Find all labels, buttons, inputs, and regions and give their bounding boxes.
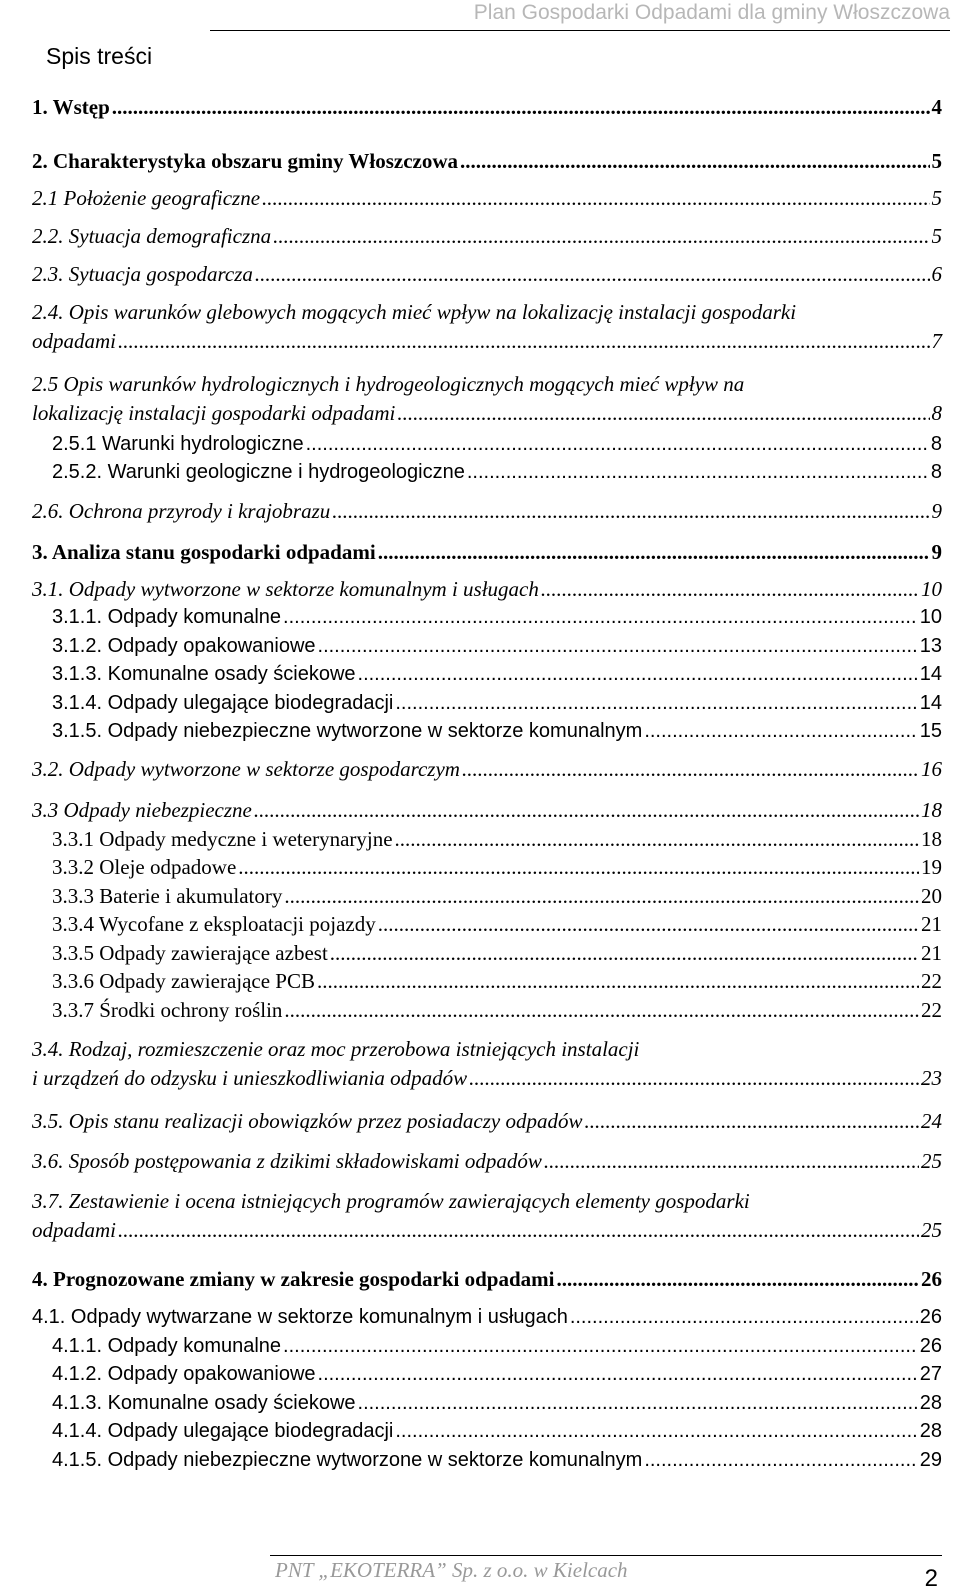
toc-entry[interactable] xyxy=(32,1147,942,1176)
toc-entry[interactable] xyxy=(32,1265,942,1294)
toc-entry-page: 28 xyxy=(919,1392,942,1414)
toc-entry-page: 13 xyxy=(919,635,942,657)
toc-entry-page: 16 xyxy=(921,757,942,781)
toc-entry-page: 10 xyxy=(919,606,942,628)
toc-entry[interactable] xyxy=(52,825,942,854)
toc-entry-page: 5 xyxy=(931,224,942,248)
toc-entry-page: 8 xyxy=(930,461,942,483)
toc-entry-text: 4.1.2. Odpady opakowaniowe xyxy=(52,1363,316,1385)
toc-entry-text: 4.1.4. Odpady ulegające biodegradacji xyxy=(52,1420,394,1442)
toc-entry[interactable] xyxy=(32,1303,942,1332)
toc-entry-text-line1: 3.7. Zestawienie i ocena istniejących programów zawierających elementy gospodarki xyxy=(32,1189,750,1213)
toc-entry-text: 3.3.1 Odpady medyczne i weterynaryjne xyxy=(52,827,393,851)
toc-entry[interactable] xyxy=(52,717,942,746)
toc-entry-page: 19 xyxy=(921,855,942,879)
toc-entry-text: 3.3.4 Wycofane z eksploatacji pojazdy xyxy=(52,912,376,936)
toc-entry-page: 8 xyxy=(930,433,942,455)
toc-entry-page: 20 xyxy=(921,884,942,908)
toc-entry-text-line1: 3.4. Rodzaj, rozmieszczenie oraz moc przerobowa istniejących instalacji xyxy=(32,1037,640,1061)
toc-entry-text: 3.3.3 Baterie i akumulatory xyxy=(52,884,283,908)
toc-entry-page: 6 xyxy=(931,262,942,286)
toc-entry[interactable] xyxy=(32,1187,942,1245)
toc-entry[interactable] xyxy=(32,370,942,428)
toc-entry-page: 27 xyxy=(919,1363,942,1385)
toc-entry-page: 4 xyxy=(931,95,942,119)
toc-entry[interactable] xyxy=(52,689,942,718)
toc-entry[interactable] xyxy=(52,853,942,882)
footer-divider xyxy=(270,1555,942,1556)
toc-entry[interactable] xyxy=(32,147,942,176)
toc-entry[interactable] xyxy=(52,1360,942,1389)
toc-entry-text: 3.3 Odpady niebezpieczne xyxy=(32,798,252,822)
toc-entry-text: 3.1.3. Komunalne osady ściekowe xyxy=(52,663,356,685)
toc-entry-page: 5 xyxy=(931,186,942,210)
toc-entry[interactable] xyxy=(52,1332,942,1361)
toc-entry-page: 22 xyxy=(921,998,942,1022)
toc-entry-text: 4.1. Odpady wytwarzane w sektorze komunalnym i usługach xyxy=(32,1306,568,1328)
toc-entry[interactable] xyxy=(32,298,942,356)
toc-entry[interactable] xyxy=(32,260,942,289)
toc-entry-text: 3.3.2 Oleje odpadowe xyxy=(52,855,237,879)
toc-entry-text-line1: 2.4. Opis warunków glebowych mogących mieć wpływ na lokalizację instalacji gospodarki xyxy=(32,300,797,324)
toc-entry[interactable] xyxy=(32,184,942,213)
toc-entry-text: 3.1.5. Odpady niebezpieczne wytworzone w sektorze komunalnym xyxy=(52,720,643,742)
toc-entry-text: 3.6. Sposób postępowania z dzikimi składowiskami odpadów xyxy=(32,1149,542,1173)
toc-entry-page: 14 xyxy=(919,692,942,714)
toc-entry-page: 7 xyxy=(931,329,942,353)
toc-entry-text: 4.1.3. Komunalne osady ściekowe xyxy=(52,1392,356,1414)
toc-entry-text: 3.1. Odpady wytworzone w sektorze komunalnym i usługach xyxy=(32,577,539,601)
toc-entry[interactable] xyxy=(32,755,942,784)
toc-entry[interactable] xyxy=(32,538,942,567)
toc-entry[interactable] xyxy=(32,1035,942,1093)
toc-entry[interactable] xyxy=(32,222,942,251)
toc-entry-page: 5 xyxy=(931,149,942,173)
toc-entry-page: 26 xyxy=(919,1306,942,1328)
toc-entry-text: i urządzeń do odzysku i unieszkodliwiania odpadów xyxy=(32,1066,468,1090)
toc-entry-page: 9 xyxy=(931,499,942,523)
toc-entry-page: 15 xyxy=(919,720,942,742)
toc-entry-text: lokalizację instalacji gospodarki odpadami xyxy=(32,401,396,425)
toc-entry[interactable] xyxy=(52,996,942,1025)
toc-entry-text: 4.1.5. Odpady niebezpieczne wytworzone w sektorze komunalnym xyxy=(52,1449,643,1471)
toc-entry[interactable] xyxy=(52,1389,942,1418)
toc-entry[interactable] xyxy=(52,603,942,632)
toc-entry-text: 1. Wstęp xyxy=(32,95,110,119)
toc-entry-text: 3.1.1. Odpady komunalne xyxy=(52,606,282,628)
toc-entry-text: odpadami xyxy=(32,1218,116,1242)
toc-entry-text: 3.3.5 Odpady zawierające azbest xyxy=(52,941,328,965)
toc-entry-page: 18 xyxy=(921,827,942,851)
toc-entry[interactable] xyxy=(32,796,942,825)
toc-entry[interactable] xyxy=(32,1107,942,1136)
toc-entry-page: 26 xyxy=(921,1267,942,1291)
toc-entry-page: 10 xyxy=(921,577,942,601)
toc-entry-page: 25 xyxy=(921,1218,942,1242)
toc-entry-text: 3.1.4. Odpady ulegające biodegradacji xyxy=(52,692,394,714)
toc-entry-page: 28 xyxy=(919,1420,942,1442)
toc-entry-text: 2.5.1 Warunki hydrologiczne xyxy=(52,433,304,455)
toc-entry-text: 3.1.2. Odpady opakowaniowe xyxy=(52,635,316,657)
toc-title: Spis treści xyxy=(46,43,153,69)
toc-entry-page: 21 xyxy=(921,912,942,936)
toc-entry-text: 3.3.7 Środki ochrony roślin xyxy=(52,998,283,1022)
toc-entry-text-line1: 2.5 Opis warunków hydrologicznych i hydrogeologicznych mogących mieć wpływ na xyxy=(32,372,745,396)
toc-entry[interactable] xyxy=(52,458,942,487)
toc-entry-text: 2.2. Sytuacja demograficzna xyxy=(32,224,272,248)
toc-entry[interactable] xyxy=(52,632,942,661)
toc-entry[interactable] xyxy=(52,882,942,911)
toc-entry-page: 18 xyxy=(921,798,942,822)
toc-entry-text: 3.5. Opis stanu realizacji obowiązków przez posiadaczy odpadów xyxy=(32,1109,583,1133)
toc-entry-text: 2. Charakterystyka obszaru gminy Włoszczowa xyxy=(32,149,459,173)
toc-entry[interactable] xyxy=(52,430,942,459)
toc-entry-page: 22 xyxy=(921,969,942,993)
toc-entry[interactable] xyxy=(32,93,942,122)
toc-entry[interactable] xyxy=(32,575,942,604)
page-number: 2 xyxy=(924,1565,938,1592)
toc-entry-text: 3.3.6 Odpady zawierające PCB xyxy=(52,969,316,993)
header-title: Plan Gospodarki Odpadami dla gminy Włoszczowa xyxy=(473,1,950,24)
toc-entry-text: 4.1.1. Odpady komunalne xyxy=(52,1335,282,1357)
footer-company: PNT „EKOTERRA” Sp. z o.o. w Kielcach xyxy=(275,1558,628,1582)
toc-entry[interactable] xyxy=(52,939,942,968)
toc-entry[interactable] xyxy=(52,910,942,939)
toc-entry[interactable] xyxy=(52,660,942,689)
toc-entry[interactable] xyxy=(32,497,942,526)
toc-entry-text: 4. Prognozowane zmiany w zakresie gospodarki odpadami xyxy=(32,1267,555,1291)
toc-entry-page: 26 xyxy=(919,1335,942,1357)
toc-entry-text: 3. Analiza stanu gospodarki odpadami xyxy=(32,540,376,564)
toc-entry[interactable] xyxy=(52,1417,942,1446)
toc-entry-page: 25 xyxy=(921,1149,942,1173)
toc-entry-page: 14 xyxy=(919,663,942,685)
toc-entry-page: 9 xyxy=(931,540,942,564)
toc-entry-page: 24 xyxy=(921,1109,942,1133)
toc-entry-text: odpadami xyxy=(32,329,116,353)
toc-entry-text: 2.1 Położenie geograficzne xyxy=(32,186,261,210)
toc-entry[interactable] xyxy=(52,967,942,996)
toc-entry-text: 2.5.2. Warunki geologiczne i hydrogeologiczne xyxy=(52,461,465,483)
toc-entry-page: 8 xyxy=(931,401,942,425)
toc-entry-text: 2.3. Sytuacja gospodarcza xyxy=(32,262,253,286)
toc-entry-page: 23 xyxy=(921,1066,942,1090)
toc-entry[interactable] xyxy=(52,1446,942,1475)
toc-entry-page: 29 xyxy=(919,1449,942,1471)
toc-entry-text: 2.6. Ochrona przyrody i krajobrazu xyxy=(32,499,331,523)
toc-entry-text: 3.2. Odpady wytworzone w sektorze gospodarczym xyxy=(32,757,460,781)
toc-entry-page: 21 xyxy=(921,941,942,965)
